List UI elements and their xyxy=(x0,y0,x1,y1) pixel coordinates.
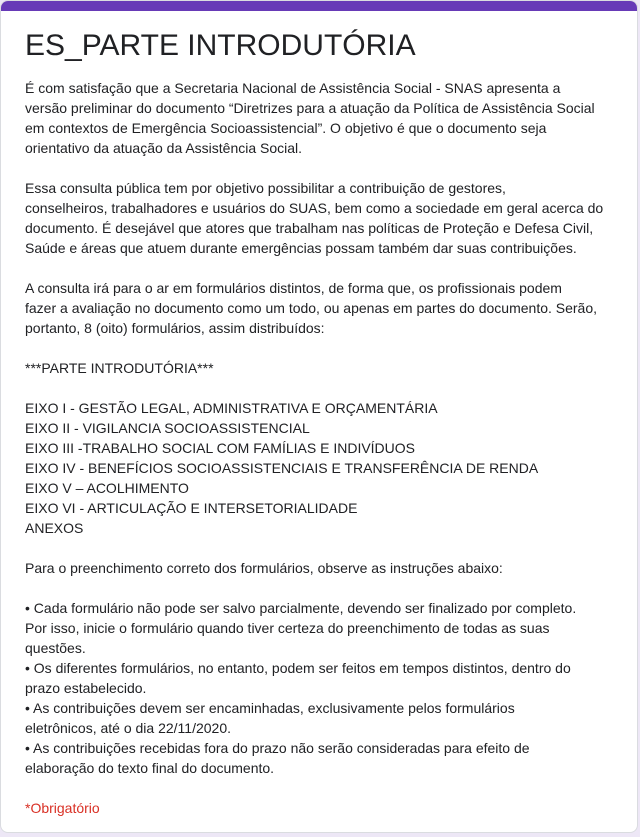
description-line: prazo estabelecido. xyxy=(25,680,147,696)
description-line: • As contribuições recebidas fora do prazo não serão consideradas para efeito de xyxy=(25,740,530,756)
paragraph-spacer xyxy=(25,338,617,358)
description-line: versão preliminar do documento “Diretrizes para a atuação da Política de Assistência Social xyxy=(25,100,595,116)
description-line: fazer a avaliação no documento como um todo, ou apenas em partes do documento. Serão, xyxy=(25,300,598,316)
paragraph-spacer xyxy=(25,578,617,598)
description-line: eletrônicos, até o dia 22/11/2020. xyxy=(25,720,232,736)
description-line: • As contribuições devem ser encaminhadas, exclusivamente pelos formulários xyxy=(25,700,515,716)
description-line: EIXO III -TRABALHO SOCIAL COM FAMÍLIAS E INDIVÍDUOS xyxy=(25,440,416,456)
description-line: Para o preenchimento correto dos formulários, observe as instruções abaixo: xyxy=(25,560,503,576)
description-line: EIXO VI - ARTICULAÇÃO E INTERSETORIALIDADE xyxy=(25,500,358,516)
description-line: orientativo da atuação da Assistência Social. xyxy=(25,140,303,156)
description-line: EIXO II - VIGILANCIA SOCIOASSISTENCIAL xyxy=(25,420,310,436)
description-line: Saúde e áreas que atuem durante emergências possam também dar suas contribuições. xyxy=(25,240,577,256)
description-line: • Cada formulário não pode ser salvo parcialmente, devendo ser finalizado por completo. xyxy=(25,600,577,616)
required-note: *Obrigatório xyxy=(25,800,100,816)
paragraph-spacer xyxy=(25,158,617,178)
description-line: Por isso, inicie o formulário quando tiver certeza do preenchimento de todas as suas xyxy=(25,620,550,636)
paragraph-spacer xyxy=(25,538,617,558)
description-line: ***PARTE INTRODUTÓRIA*** xyxy=(25,360,214,376)
description-line: Essa consulta pública tem por objetivo possibilitar a contribuição de gestores, xyxy=(25,180,506,196)
description-line: EIXO IV - BENEFÍCIOS SOCIOASSISTENCIAIS E TRANSFERÊNCIA DE RENDA xyxy=(25,460,539,476)
description-line: • Os diferentes formulários, no entanto, podem ser feitos em tempos distintos, dentro do xyxy=(25,660,571,676)
paragraph-spacer xyxy=(25,378,617,398)
description-line: questões. xyxy=(25,640,86,656)
description-line: portanto, 8 (oito) formulários, assim distribuídos: xyxy=(25,320,325,336)
description-line: em contextos de Emergência Socioassistencial”. O objetivo é que o documento seja xyxy=(25,120,547,136)
description-line: EIXO I - GESTÃO LEGAL, ADMINISTRATIVA E ORÇAMENTÁRIA xyxy=(25,400,438,416)
paragraph-spacer xyxy=(25,258,617,278)
description-line: elaboração do texto final do documento. xyxy=(25,760,275,776)
form-header-content xyxy=(25,11,617,818)
form-title: ES_PARTE INTRODUTÓRIA xyxy=(25,29,416,62)
form-description xyxy=(25,78,617,778)
description-line: ANEXOS xyxy=(25,520,84,536)
description-line: A consulta irá para o ar em formulários distintos, de forma que, os profissionais podem xyxy=(25,280,562,296)
description-line: EIXO V – ACOLHIMENTO xyxy=(25,480,189,496)
description-line: conselheiros, trabalhadores e usuários do SUAS, bem como a sociedade em geral acerca do xyxy=(25,200,604,216)
description-line: documento. É desejável que atores que trabalham nas políticas de Proteção e Defesa Civil, xyxy=(25,220,594,236)
description-line: É com satisfação que a Secretaria Nacional de Assistência Social - SNAS apresenta a xyxy=(25,80,561,96)
accent-bar xyxy=(1,1,637,11)
